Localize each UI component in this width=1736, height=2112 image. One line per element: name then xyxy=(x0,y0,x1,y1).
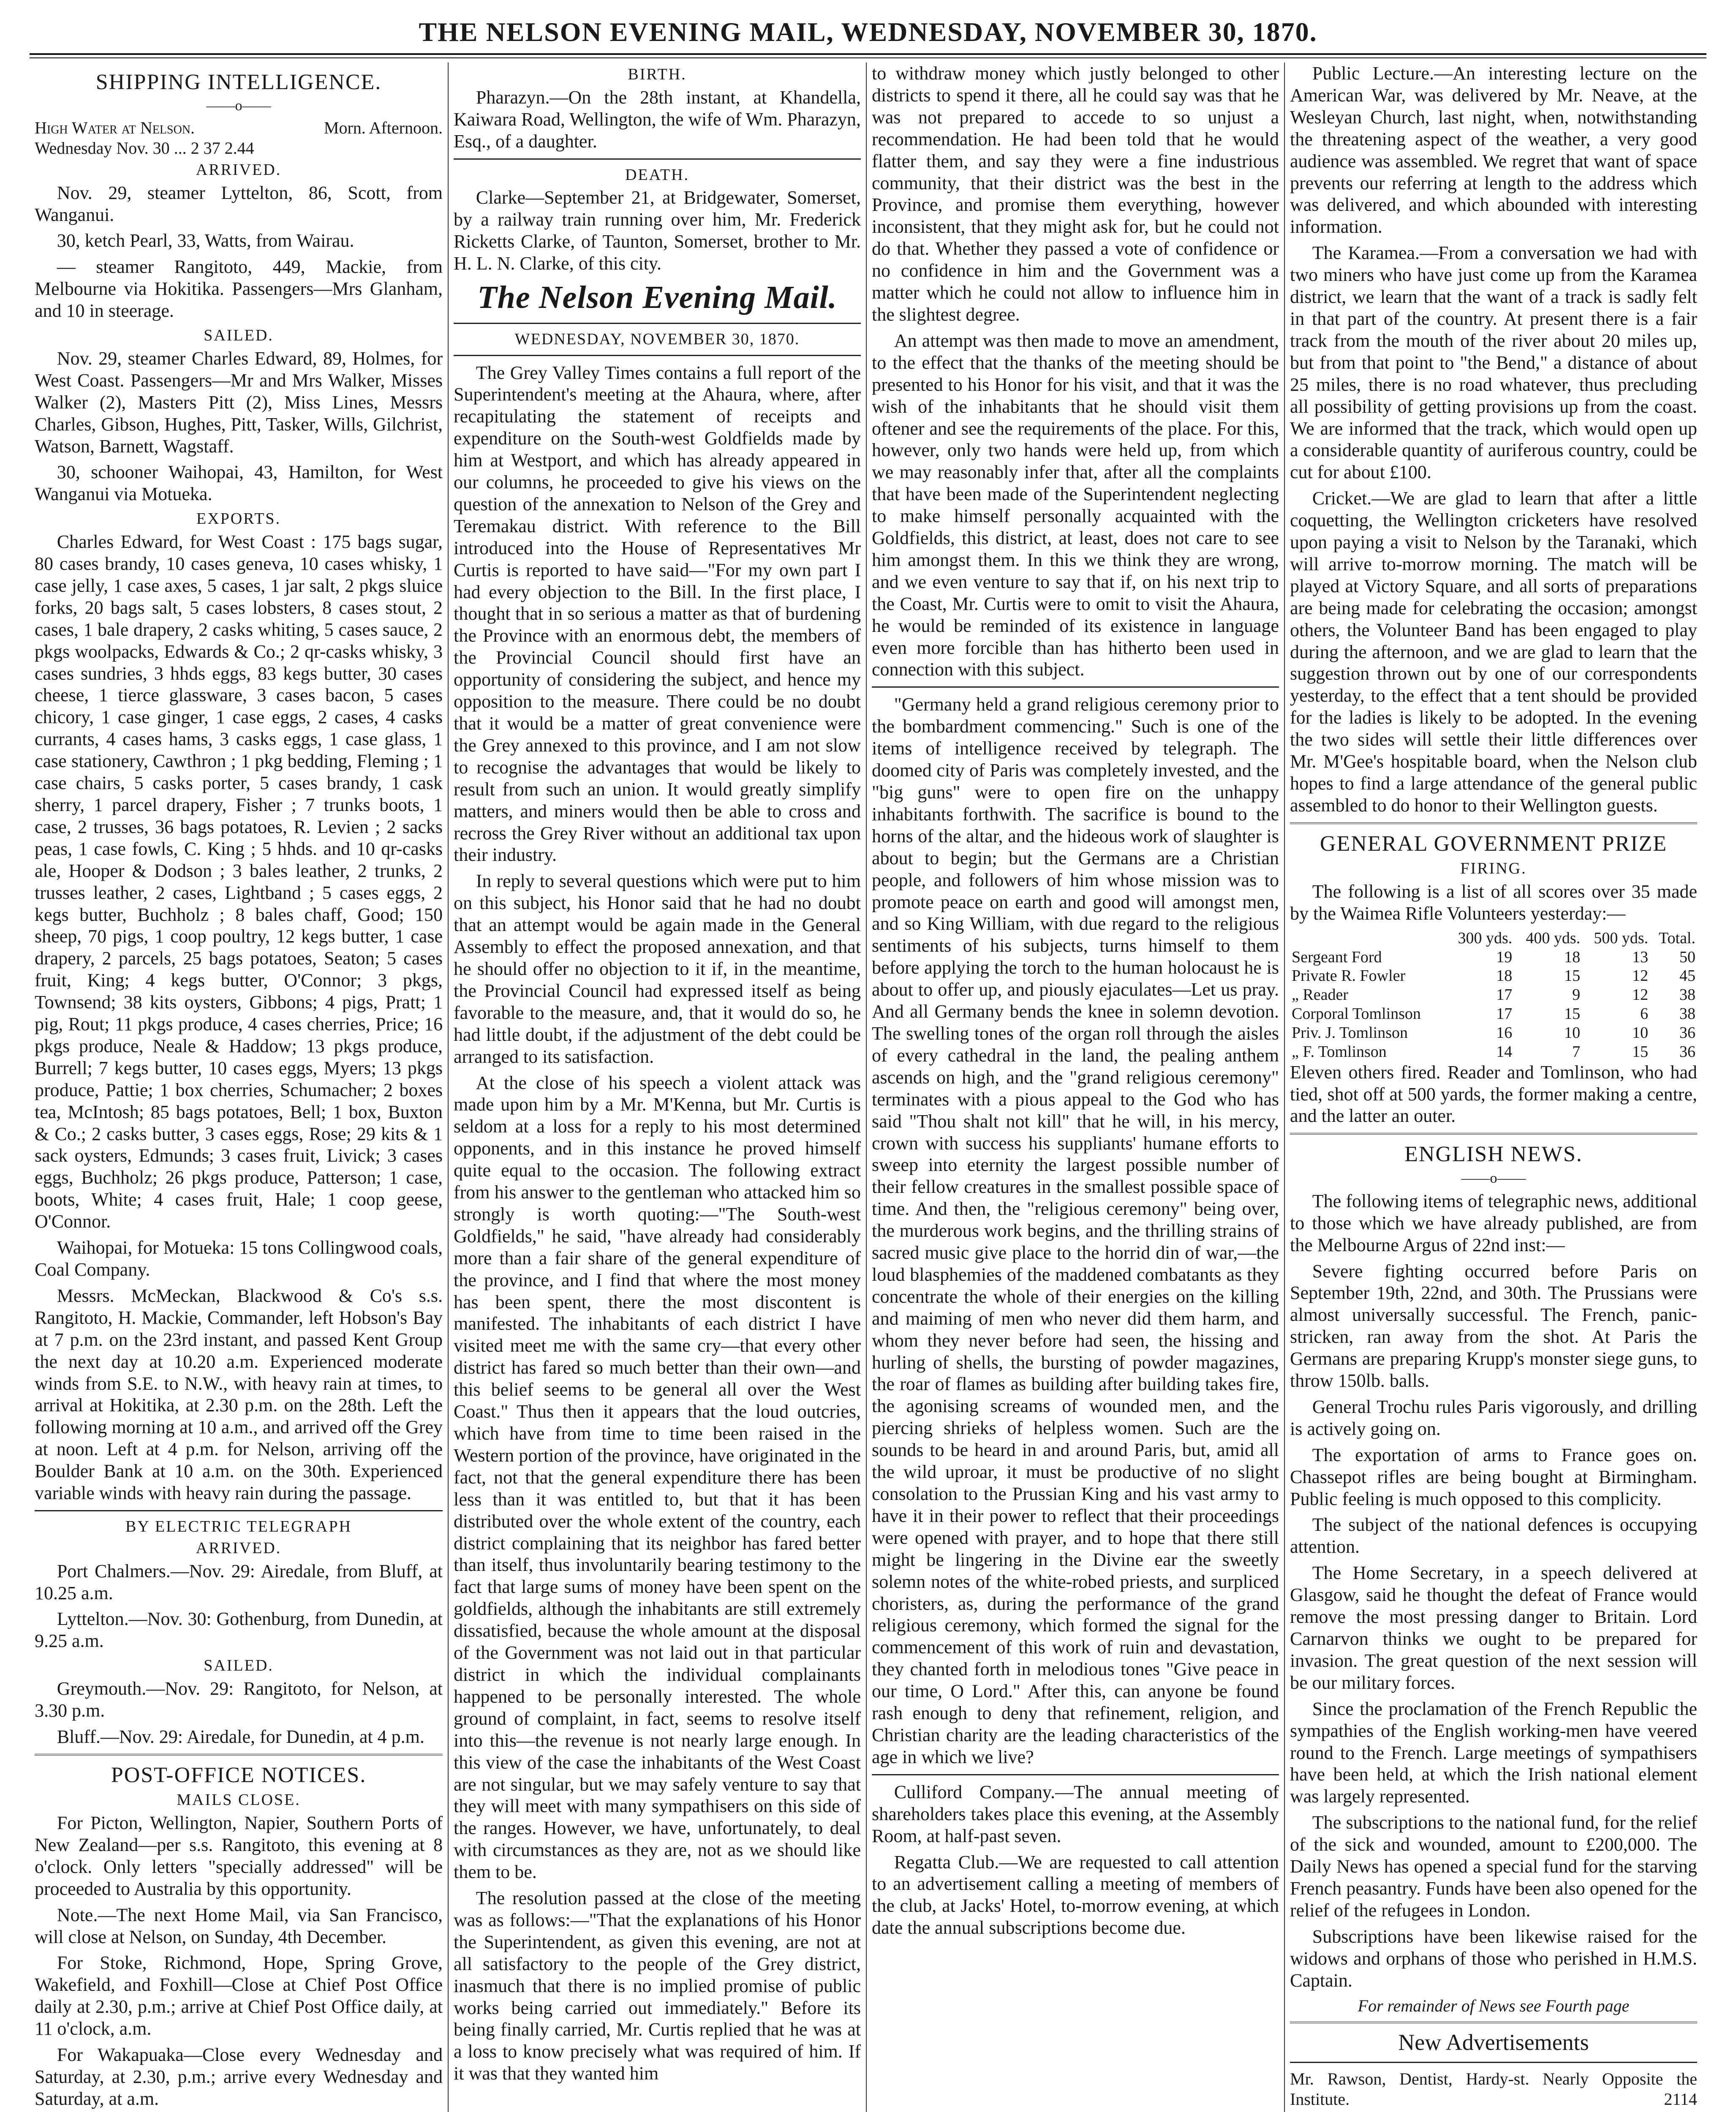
advertisement-text: Mr. Rawson, Dentist, Hardy-st. Nearly Opposite the Institute. xyxy=(1290,2069,1697,2109)
death-notice: Clarke—September 21, at Bridgewater, Somerset, by a railway train running over him, Mr. Frederick Ricketts Clarke, of Taunton, Somerset, brother to Mr. H. L. N. Clarke, of this city. xyxy=(454,187,861,274)
score-header-row xyxy=(1290,929,1697,948)
mail-item: For Stoke, Richmond, Hope, Spring Grove, Wakefield, and Foxhill—Close at Chief Post Office daily at 2.30, p.m.; arrive at Chief Post Office daily, at 11 o'clock, a.m. xyxy=(35,1952,443,2039)
arrived-item: 30, ketch Pearl, 33, Watts, from Wairau. xyxy=(57,230,354,251)
score-cell: 10 xyxy=(1564,1023,1581,1042)
score-cell: 6 xyxy=(1640,1005,1649,1023)
score-cell: 38 xyxy=(1679,1005,1695,1023)
shipping-heading: SHIPPING INTELLIGENCE. xyxy=(95,70,382,94)
divider xyxy=(1290,2022,1697,2023)
divider xyxy=(1290,1133,1697,1135)
score-cell: 16 xyxy=(1496,1023,1513,1042)
editorial-paragraph: In reply to several questions which were put to him on this subject, his Honor said that he had no doubt that an attempt would be again made in the General Assembly to effect the proposed annexation, and that he should offer no objection to it if, in the meantime, the Provincial Council had expressed itself as being favorable to the measure, and, that it would do so, he had little doubt, if the adjustment of the debt could be arranged to its satisfaction. xyxy=(454,871,861,1067)
germany-paragraph: "Germany held a grand religious ceremony prior to the bombardment commencing." Such is one of the items of intelligence received by telegraph. The doomed city of Paris was completely invested, and the "big guns" were to open fire on the unhappy inhabitants forthwith. The sacrifice is bound to the horns of the altar, and the hideous work of slaughter is about to begin; but the Germans are a Christian people, and followers of him whose mission was to promote peace on earth and good will amongst men, and so King William, with due regard to the religious sentiments of his subjects, turns himself to them before applying the torch to the human holocaust he is about to offer up, and piously ejaculates—Let us pray. And all Germany bends the knee in solemn devotion. The swelling tones of the organ roll through the aisles of every cathedral in the land, the pealing anthem ascends on high, and the "grand religious ceremony" terminates with a pious appeal to the God who has said "Thou shalt not kill" that he will, in his mercy, crown with success his suppliants' humane efforts to sweep into eternity the largest possible number of their fellow creatures in the smallest possible space of time. And then, the "religious ceremony" being over, the murderous work begins, and the thrilling strains of sacred music give place to the horrid din of war,—the loud blasphemies of the maddened combatants as they concentrate the whole of their energies on the killing and maiming of men who never did them harm, and whom they never before had seen, the hissing and hurling of shells, the bursting of powder magazines, the roar of flames as building after building takes fire, the agonising screams of wounded men, and the piercing shrieks of helpless women. Such are the sounds to be heard in and around Paris, but, amid all the wild uproar, it must be productive of no slight consolation to the Prussian King and his vast army to have it in their power to reflect that their proceedings were opened with prayer, and to hope that there still might be lingering in the Divine ear the sweetly solemn notes of the white-robed priests, and surpliced choristers, as, during the performance of the grand religious ceremony, which formed the signal for the commencement of this work of ruin and devastation, they chanted forth in melodious tones "Give peace in our time, O Lord." After this, can anyone be found rash enough to deny that refinement, religion, and Christian charity are the leading characteristics of the age in which we live? xyxy=(872,694,1279,1767)
score-row xyxy=(1290,985,1697,1004)
cricket-notice: Cricket.—We are glad to learn that after a little coquetting, the Wellington cricketers have resolved upon paying a visit to Nelson by the Taranaki, which will arrive to-morrow morning. The match will be played at Victory Square, and all sorts of preparations are being made for celebrating the occasion; amongst others, the Volunteer Band has been engaged to play during the afternoon, and we are glad to learn that the suggestion thrown out by one of our correspondents yesterday, to the effect that a tent should be provided for the ladies is likely to be adopted. In the evening the two sides will settle their little differences over Mr. M'Gee's hospitable board, when the Nelson club hopes to find a large attendance of the general public assembled to do honor to their Wellington guests. xyxy=(1290,488,1697,816)
editorial-paragraph: The Grey Valley Times contains a full report of the Superintendent's meeting at the Ahaura, where, after recapitulating the statement of receipts and expenditure on the South-west Goldfields made by him at Westport, and which has already appeared in our columns, he proceeded to give his views on the question of the annexation to Nelson of the Grey and Teremakau district. With reference to the Bill introduced into the House of Representatives Mr Curtis is reported to have said—"For my own part I had every objection to the Bill. In the first place, I thought that in so serious a matter as that of burdening the Province with an enormous debt, the members of the Provincial Council should first have an opportunity of considering the subject, and hence my opposition to the measure. There could be no doubt that it would be a matter of great convenience were the Grey annexed to this province, and I am not slow to recognise the advantages that would be likely to result from such an union. It would greatly simplify matters, and miners would then be able to cross and recross the Grey River without an additional tax upon their industry. xyxy=(454,362,861,865)
score-header xyxy=(1290,929,1446,948)
score-header: Total. xyxy=(1658,929,1695,947)
high-water-label: High Water at Nelson. xyxy=(35,118,195,138)
score-cell: 18 xyxy=(1564,948,1581,966)
score-cell: 14 xyxy=(1496,1042,1513,1061)
remainder-note: For remainder of News see Fourth page xyxy=(1358,1996,1630,2015)
editorial-paragraph: to withdraw money which justly belonged to other districts to spend it there, all he could say was that he was not prepared to accede to so unjust a recommendation. He had been told that he would flatter them, and say they were a fine industrious community, that their district was the best in the Province, and promise them everything, however inconsistent, that they might ask for, but he could not do that. Whether they passed a vote of confidence or no confidence in him and the Government was a matter which he could not allow to influence him in the slightest degree. xyxy=(872,63,1279,325)
divider xyxy=(454,355,861,356)
mail-item: For Wakapuaka—Close every Wednesday and Saturday, at 2.30, p.m.; arrive every Wednesday and Saturday, at a.m. xyxy=(35,2044,443,2109)
score-cell: 9 xyxy=(1572,986,1581,1004)
karamea-notice: The Karamea.—From a conversation we had with two miners who have just come up from the Karamea district, we learn that the want of a track is sadly felt in that part of the country. At present there is a fair track from the mouth of the river about 20 miles up, but from that point to "the Bend," a distance of about 25 miles, there is no road whatever, thus precluding all possibility of getting provisions up from the coast. We are informed that the track, which would open up a considerable quantity of auriferous country, could be cut for about £100. xyxy=(1290,242,1697,483)
column-2 xyxy=(448,63,866,2112)
prize-subheading: FIRING. xyxy=(1460,860,1527,878)
score-cell: 15 xyxy=(1564,1005,1581,1023)
news-paragraph: The subscriptions to the national fund, for the relief of the sick and wounded, amount to £200,000. The Daily News has opened a special fund for the starving French peasantry. Funds have been also opened for the relief of the refugees in London. xyxy=(1290,1812,1697,1921)
column-3 xyxy=(866,63,1284,2112)
score-row xyxy=(1290,966,1697,985)
masthead: THE NELSON EVENING MAIL, WEDNESDAY, NOVEMBER 30, 1870. xyxy=(419,17,1317,47)
high-water-row: Wednesday Nov. 30 ... 2 37 2.44 xyxy=(35,138,254,158)
score-cell: 17 xyxy=(1496,1005,1513,1023)
birth-notice: Pharazyn.—On the 28th instant, at Khandella, Kaiwara Road, Wellington, the wife of Wm. Pharazyn, Esq., of a daughter. xyxy=(454,87,861,152)
mail-item: Note.—The next Home Mail, via San Francisco, will close at Nelson, on Sunday, 4th December. xyxy=(35,1904,443,1947)
sailed-item: 30, schooner Waihopai, 43, Hamilton, for West Wanganui via Motueka. xyxy=(35,462,443,505)
divider xyxy=(35,1510,443,1511)
mails-close-heading: MAILS CLOSE. xyxy=(177,1791,301,1809)
tel-sailed-item: Bluff.—Nov. 29: Airedale, for Dunedin, at 4 p.m. xyxy=(57,1726,424,1747)
arrived-item: — steamer Rangitoto, 449, Mackie, from Melbourne via Hokitika. Passengers—Mrs Glanham, and 10 in steerage. xyxy=(35,256,443,321)
score-cell: 17 xyxy=(1496,986,1513,1004)
separator: ——o—— xyxy=(1461,1170,1526,1186)
score-cell: 10 xyxy=(1632,1023,1649,1042)
waihopai-export: Waihopai, for Motueka: 15 tons Collingwood coals, Coal Company. xyxy=(35,1237,443,1280)
culliford-notice: Culliford Company.—The annual meeting of shareholders takes place this evening, at the Assembly Room, at half-past seven. xyxy=(872,1781,1279,1846)
score-cell: Sergeant Ford xyxy=(1292,948,1382,966)
divider xyxy=(454,323,861,324)
high-water-columns: Morn. Afternoon. xyxy=(324,118,443,138)
divider xyxy=(454,158,861,160)
score-cell: 12 xyxy=(1632,967,1649,985)
death-heading: DEATH. xyxy=(625,166,690,184)
news-paragraph: Subscriptions have been likewise raised for the widows and orphans of those who perished in H.M.S. Captain. xyxy=(1290,1926,1697,1991)
exports-heading: EXPORTS. xyxy=(196,510,281,528)
score-header: 400 yds. xyxy=(1526,929,1581,947)
score-row xyxy=(1290,948,1697,967)
editorial-paragraph: An attempt was then made to move an amendment, to the effect that the thanks of the meeting should be presented to his Honor for his visit, and that it was the wish of the inhabitants that he should visit them oftener and see the requirements of the place. For this, however, only two hands were held up, from which we may reasonably infer that, after all the complaints that have been made of the Superintendent neglecting to make himself personally acquainted with the Goldfields, this district, at least, does not care to see him amongst them. In this we think they are wrong, and we even venture to say that if, on his next trip to the Coast, Mr. Curtis were to omit to visit the Ahaura, he would be reminded of its existence in language even more forcible than has hitherto been used in connection with this subject. xyxy=(872,330,1279,680)
score-cell: „ F. Tomlinson xyxy=(1292,1042,1387,1061)
news-paragraph: The exportation of arms to France goes on. Chassepot rifles are being bought at Birmingham. Public feeling is much opposed to this complicity. xyxy=(1290,1444,1697,1509)
score-cell: 15 xyxy=(1564,967,1581,985)
mail-item: For Picton, Wellington, Napier, Southern Ports of New Zealand—per s.s. Rangitoto, this evening at 8 o'clock. Only letters "specially addressed" will be proceeded to Australia by this opportunity. xyxy=(35,1813,443,1899)
score-cell: 15 xyxy=(1632,1042,1649,1061)
advertisements-heading: New Advertisements xyxy=(1398,2029,1589,2055)
score-cell: 50 xyxy=(1679,948,1695,966)
score-cell: Priv. J. Tomlinson xyxy=(1292,1023,1408,1042)
editorial-paragraph: At the close of his speech a violent attack was made upon him by a Mr. M'Kenna, but Mr. Curtis is seldom at a loss for a reply to his most determined opponents, and in this instance he proved himself quite equal to the occasion. The following extract from his answer to the gentleman who attacked him so strongly is worth quoting:—"The South-west Goldfields," he said, "have already had considerably more than a fair share of the general expenditure of the province, and I find that where the most money has been spent, there the most discontent is manifested. The inhabitants of each district I have visited meet me with the same cry—that every other district has fared so much better than their own—and this belief seems to be general all over the West Coast." Thus then it appears that the loud outcries, which have from time to time been raised in the Western portion of the province, have originated in the fact, not that the general expenditure there has been less than it was entitled to, but that it has been distributed over the whole extent of the country, each district complaining that its neighbor has fared better than itself, thus involuntarily bearing testimony to the fact that large sums of money have been spent on the goldfields, although the inhabitants are still extremely dissatisfied, because the whole amount at the disposal of the Government was not laid out in that particular district in which the individual complainants happened to be personally interested. The whole ground of complaint, in fact, seems to resolve itself into this—the revenue is not nearly large enough. In this view of the case the inhabitants of the West Coast are not singular, but we may safely venture to say that they will meet with many sympathisers on this side of the ranges. However, we have, unfortunately, to deal with circumstances as they are, not as we should like them to be. xyxy=(454,1072,861,1883)
prize-intro: The following is a list of all scores over 35 made by the Waimea Rifle Volunteers yesterday:— xyxy=(1290,881,1697,924)
tel-sailed-item: Greymouth.—Nov. 29: Rangitoto, for Nelson, at 3.30 p.m. xyxy=(35,1678,443,1721)
news-paragraph: The subject of the national defences is occupying attention. xyxy=(1290,1514,1697,1557)
news-paragraph: The following items of telegraphic news, additional to those which we have already published, are from the Melbourne Argus of 22nd inst:— xyxy=(1290,1190,1697,1255)
news-paragraph: Since the proclamation of the French Republic the sympathies of the English working-men have veered round to the French. Large meetings of sympathisers have been held, at which the Irish national element was largely represented. xyxy=(1290,1698,1697,1807)
score-cell: „ Reader xyxy=(1292,986,1348,1004)
regatta-notice: Regatta Club.—We are requested to call attention to an advertisement calling a meeting of members of the club, at Jacks' Hotel, to-morrow evening, at which date the annual subscriptions become due. xyxy=(872,1851,1279,1938)
score-cell: 38 xyxy=(1679,986,1695,1004)
post-office-heading: POST-OFFICE NOTICES. xyxy=(111,1763,367,1787)
divider xyxy=(872,1774,1279,1775)
editorial-paragraph: The resolution passed at the close of the meeting was as follows:—"That the explanations of his Honor the Superintendent, as given this evening, are not at all satisfactory to the people of the Grey district, inasmuch that there is no implied promise of public works being carried out immediately." Before its being finally carried, Mr. Curtis replied that he was at a loss to know precisely what was required of him. If it was that they wanted him xyxy=(454,1888,861,2084)
score-row xyxy=(1290,1042,1697,1061)
editorial-dateline: WEDNESDAY, NOVEMBER 30, 1870. xyxy=(514,330,800,348)
advertisement xyxy=(1290,2069,1697,2109)
columns xyxy=(30,63,1706,2112)
rangitoto-report: Messrs. McMeckan, Blackwood & Co's s.s. Rangitoto, H. Mackie, Commander, left Hobson's Bay at 7 p.m. on the 23rd instant, and passed Kent Group the next day at 10.20 a.m. Experienced moderate winds from S.E. to N.W., with heavy rain at times, to arrival at Hokitika, at 2.30 p.m. on the 28th. Left the following morning at 10 a.m., and arrived off the Grey at noon. Left at 4 p.m. for Nelson, arriving off the Boulder Bank at 10 a.m. on the 30th. Experienced variable winds with heavy rain during the passage. xyxy=(35,1285,443,1504)
advertisement-number: 2114 xyxy=(1664,2089,1697,2109)
divider xyxy=(1290,822,1697,824)
prize-heading: GENERAL GOVERNMENT PRIZE xyxy=(1320,831,1668,856)
column-1 xyxy=(30,63,448,2112)
tel-arrived-heading: ARRIVED. xyxy=(196,1539,282,1557)
score-cell: 19 xyxy=(1496,948,1513,966)
column-4 xyxy=(1284,63,1702,2112)
score-cell: Private R. Fowler xyxy=(1292,967,1406,985)
divider xyxy=(1290,2062,1697,2063)
paper-title: The Nelson Evening Mail. xyxy=(477,280,837,315)
separator: ——o—— xyxy=(206,98,271,114)
masthead-rule xyxy=(30,53,1706,58)
telegraph-heading: BY ELECTRIC TELEGRAPH xyxy=(125,1517,352,1535)
score-cell: 12 xyxy=(1632,986,1649,1004)
score-header: 300 yds. xyxy=(1458,929,1513,947)
tel-arrived-item: Lyttelton.—Nov. 30: Gothenburg, from Dunedin, at 9.25 a.m. xyxy=(35,1608,443,1652)
score-table xyxy=(1290,929,1697,1061)
tel-sailed-heading: SAILED. xyxy=(204,1657,274,1675)
news-paragraph: Severe fighting occurred before Paris on September 19th, 22nd, and 30th. The Prussians were almost universally successful. The French, panic-stricken, ran away from the shot. At Paris the Germans are preparing Krupp's monster siege guns, to throw 150lb. balls. xyxy=(1290,1260,1697,1391)
sailed-item: Nov. 29, steamer Charles Edward, 89, Holmes, for West Coast. Passengers—Mr and Mrs Walker, Misses Walker (2), Masters Pitt (2), Miss Lines, Messrs Charles, Gibson, Hughes, Pitt, Tasker, Wills, Gilchrist, Watson, Barnett, Wagstaff. xyxy=(35,348,443,457)
arrived-item: Nov. 29, steamer Lyttelton, 86, Scott, from Wanganui. xyxy=(35,182,443,225)
score-row xyxy=(1290,1023,1697,1042)
score-cell: 13 xyxy=(1632,948,1649,966)
news-paragraph: The Home Secretary, in a speech delivered at Glasgow, said he thought the defeat of France would remove the most pressing danger to Britain. Lord Carnarvon thinks we ought to be prepared for invasion. The great question of the next session will be our military forces. xyxy=(1290,1562,1697,1693)
lecture-notice: Public Lecture.—An interesting lecture on the American War, was delivered by Mr. Neave, at the Wesleyan Church, last night, when, notwithstanding the threatening aspect of the weather, a very good audience was assembled. We regret that want of space prevents our referring at length to the address which was delivered, and which abounded with interesting information. xyxy=(1290,63,1697,237)
score-header: 500 yds. xyxy=(1594,929,1649,947)
score-cell: 45 xyxy=(1679,967,1695,985)
tel-arrived-item: Port Chalmers.—Nov. 29: Airedale, from Bluff, at 10.25 a.m. xyxy=(35,1560,443,1603)
sailed-heading: SAILED. xyxy=(204,327,274,345)
divider xyxy=(35,1754,443,1755)
score-cell: 7 xyxy=(1572,1042,1581,1061)
score-cell: 18 xyxy=(1496,967,1513,985)
divider xyxy=(872,686,1279,688)
news-paragraph: General Trochu rules Paris vigorously, and drilling is actively going on. xyxy=(1290,1396,1697,1439)
exports-text: Charles Edward, for West Coast : 175 bags sugar, 80 cases brandy, 10 cases geneva, 10 cases whisky, 1 case jelly, 1 case axes, 5 cases, 1 jar salt, 2 pkgs sluice forks, 20 bags salt, 5 cases lobsters, 8 cases stout, 2 cases, 1 bale drapery, 2 casks whiting, 5 cases sauce, 2 pkgs woolpacks, Edwards & Co.; 2 qr-casks whisky, 3 cases sundries, 3 hhds eggs, 83 kegs butter, 30 cases cheese, 1 tierce glassware, 3 cases bacon, 5 cases chicory, 1 case ginger, 1 case eggs, 2 cases, 4 casks currants, 4 cases hams, 3 casks eggs, 1 case glass, 1 case stationery, Cawthron ; 1 pkg bedding, Fleming ; 1 case chairs, 5 casks porter, 5 cases brandy, 1 cask sherry, 1 parcel drapery, Fisher ; 7 trunks boots, 1 case, 2 trusses, 36 bags potatoes, R. Levien ; 2 sacks peas, 1 case fowls, C. King ; 5 hhds. and 10 qr-casks ale, Hooper & Dodson ; 3 bales leather, 2 trunks, 2 trusses leather, 2 cases, Lightband ; 5 cases eggs, 2 kegs butter, Buchholz ; 8 bales chaff, Good; 150 sheep, 70 pigs, 1 coop poultry, 12 kegs butter, 1 case drapery, 2 parcels, 25 bags potatoes, Seaton; 5 cases fruit, King; 4 kegs butter, O'Connor; 3 pkgs, Townsend; 38 kits oysters, Gibbons; 4 pigs, Pratt; 1 pig, Rout; 11 pkgs produce, 4 cases cherries, Price; 16 pkgs produce, Neale & Haddow; 13 pkgs produce, Burrell; 7 kegs butter, 10 cases eggs, Myers; 13 pkgs produce, Pattie; 1 box cherries, Schumacher; 2 boxes tea, McIntosh; 85 bags potatoes, Bell; 1 box, Buxton & Co.; 2 casks butter, 3 cases eggs, Rose; 29 kits & 1 sack oysters, Edmunds; 3 cases fruit, Livick; 3 cases eggs, Buchholz; 26 pkgs produce, Patterson; 1 case, boots, White; 4 cases fruit, Hale; 1 coop geese, O'Connor. xyxy=(35,531,443,1232)
high-water-header xyxy=(35,118,443,138)
score-cell: 36 xyxy=(1679,1023,1695,1042)
arrived-heading: ARRIVED. xyxy=(196,161,282,179)
score-cell: Corporal Tomlinson xyxy=(1292,1005,1421,1023)
score-row xyxy=(1290,1004,1697,1023)
english-news-heading: ENGLISH NEWS. xyxy=(1404,1142,1583,1167)
prize-summary: Eleven others fired. Reader and Tomlinson, who had tied, shot off at 500 yards, the former making a centre, and the latter an outer. xyxy=(1290,1061,1697,1127)
birth-heading: BIRTH. xyxy=(628,65,687,83)
score-cell: 36 xyxy=(1679,1042,1695,1061)
